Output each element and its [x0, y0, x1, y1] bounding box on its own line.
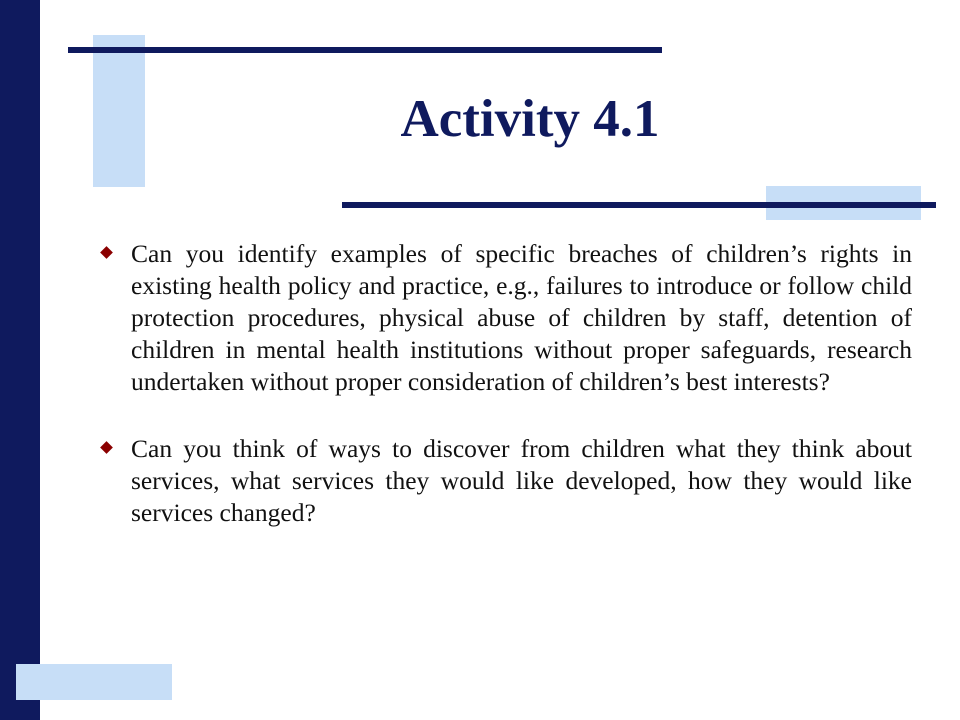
bullet-item — [100, 238, 912, 398]
diamond-bullet-icon — [100, 246, 113, 259]
diamond-bullet-icon — [100, 441, 113, 454]
right-accent-line — [342, 202, 936, 208]
bullet-text: Can you think of ways to discover from children what they think about services, what services they would like developed, how they would like services changed? — [131, 434, 912, 527]
slide-title: Activity 4.1 — [400, 90, 660, 148]
bottom-accent-block — [16, 664, 172, 700]
bullet-list — [100, 238, 912, 529]
top-accent-line — [68, 47, 662, 53]
bullet-text: Can you identify examples of specific breaches of children’s rights in existing health policy and practice, e.g., failures to introduce or follow child protection procedures, physical abuse of children by staff, detention of children in mental health institutions without proper safeguards, research undertaken without proper consideration of children’s best interests? — [131, 239, 912, 396]
bullet-item — [100, 433, 912, 529]
